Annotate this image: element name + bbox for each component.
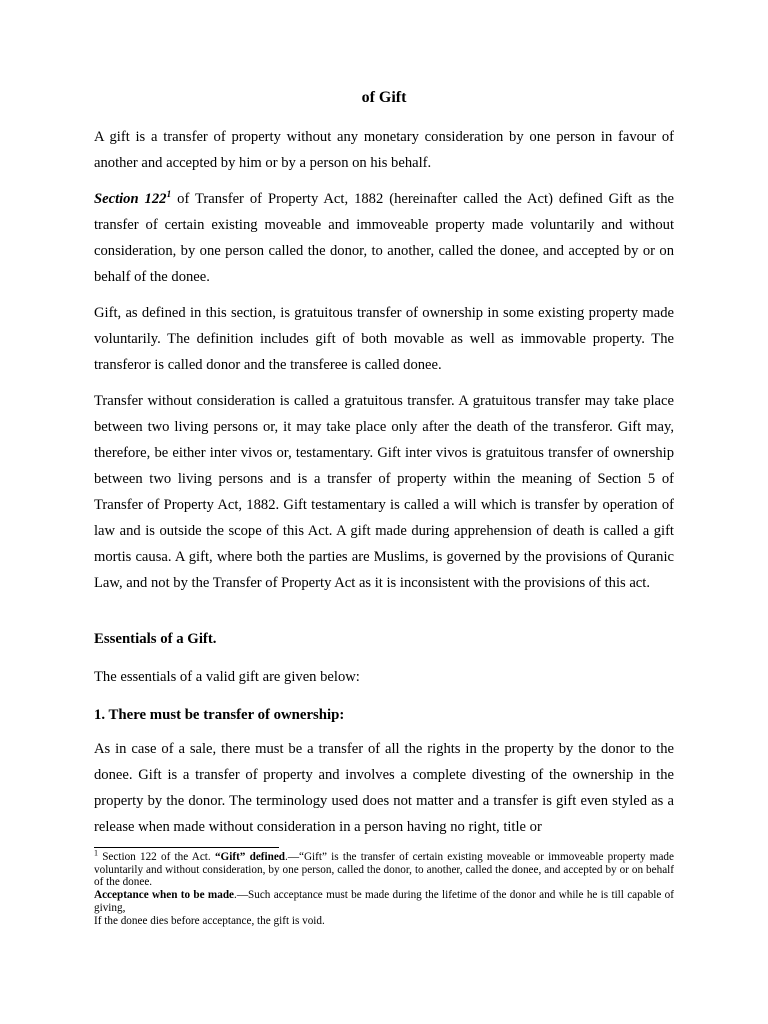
intro-paragraph: A gift is a transfer of property without any monetary consideration by one person in favour of another and accepted by him or by a person on his behalf. [94,129,674,171]
page-title: of Gift [361,89,407,106]
footnote-divider [94,847,279,848]
footnote-text-gift: .—“Gift” is the transfer of certain existing moveable or immoveable property made voluntarily and without consideration, by one person, called the donor, to another, called the donee, and accepted by or on behalf of the donee. [94,851,674,889]
footnote-line3: If the donee dies before acceptance, the gift is void. [94,914,325,927]
footnote-mark: 1 [94,848,98,858]
essentials-heading: Essentials of a Gift. [94,631,217,647]
section-label: Section 122 [94,191,167,207]
footnote-prefix: Section 122 of the Act. [98,851,215,863]
section-paragraph [94,186,674,290]
point1-heading: 1. There must be transfer of ownership: [94,707,345,723]
footnote-reference[interactable]: 1 [166,190,172,201]
section-text: of Transfer of Property Act, 1882 (hereinafter called the Act) defined Gift as the transfer of certain existing moveable and immoveable property made voluntarily and without consideration, by one person called the donor, to another, called the donee, and accepted by or on behalf of the donee. [94,191,675,285]
footnote-term-acceptance: Acceptance when to be made [94,889,235,902]
footnote-text-acceptance: .—Such acceptance must be made during the lifetime of the donor and while he is till capable of giving, [94,889,674,914]
definition-paragraph: Gift, as defined in this section, is gratuitous transfer of ownership in some existing property made voluntarily. The definition includes gift of both movable as well as immovable property. The transferor is called donor and the transferee is called donee. [94,305,674,373]
footnote-term-gift: “Gift” defined [214,851,286,863]
transfer-paragraph: Transfer without consideration is called a gratuitous transfer. A gratuitous transfer may take place between two living persons or, it may take place only after the death of the transferor. Gift may, therefore, be either inter vivos or, testamentary. Gift inter vivos is gratuitous transfer of ownership between two living persons and is a transfer of property within the meaning of Section 5 of Transfer of Property Act, 1882. Gift testamentary is called a will which is transfer by operation of law and is outside the scope of this Act. A gift made during apprehension of death is called a gift mortis causa. A gift, where both the parties are Muslims, is governed by the provisions of Quranic Law, and not by the Transfer of Property Act as it is inconsistent with the provisions of this act. [94,393,674,591]
point1-paragraph: As in case of a sale, there must be a transfer of all the rights in the property by the donor to the donee. Gift is a transfer of property and involves a complete divesting of the ownership in the property by the donor. The terminology used does not matter and a transfer is gift even styled as a release when made without consideration in a person having no right, title or [94,741,674,835]
footnote [94,848,674,927]
essentials-intro: The essentials of a valid gift are given below: [94,669,360,685]
